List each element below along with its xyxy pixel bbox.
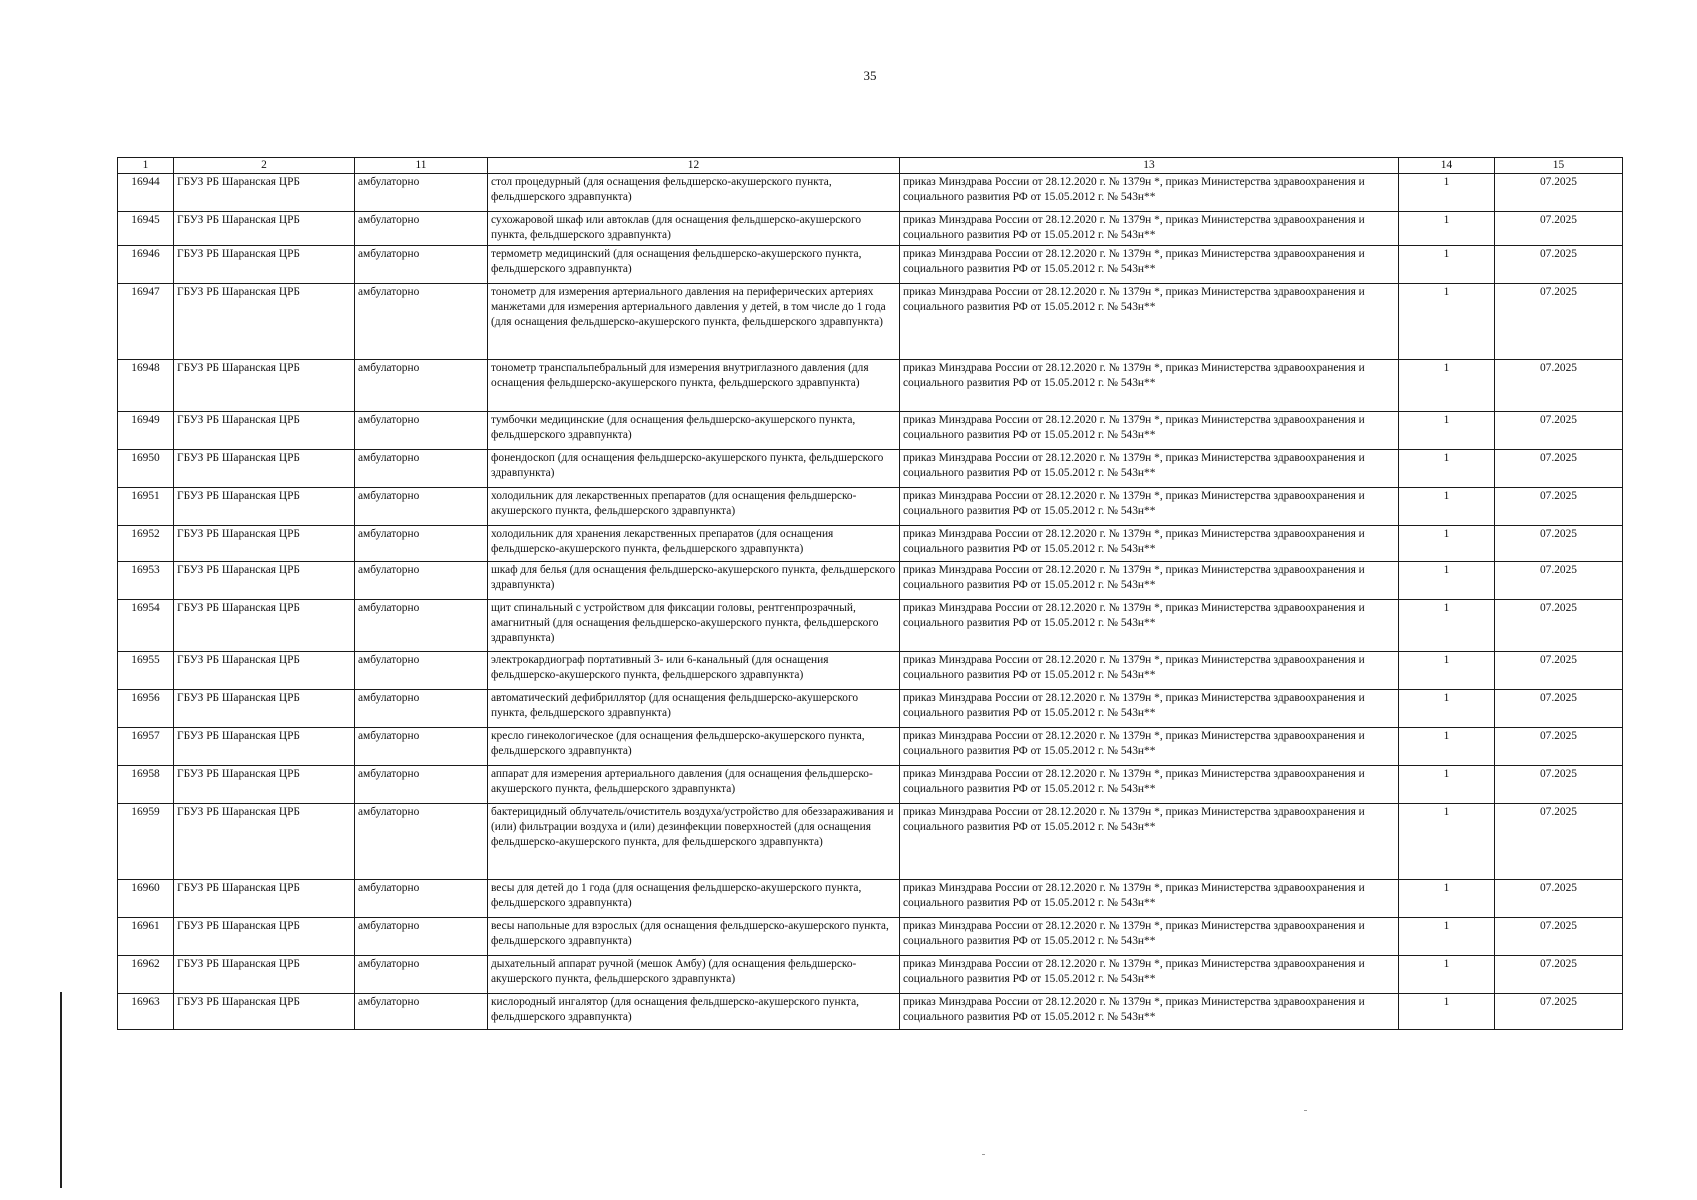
care-condition-cell: амбулаторно xyxy=(355,880,488,918)
equipment-name-cell: холодильник для лекарственных препаратов (для оснащения фельдшерско-акушерского пункта, фельдшерского здравпункта) xyxy=(488,488,900,526)
care-condition-cell: амбулаторно xyxy=(355,246,488,284)
equipment-name-cell: стол процедурный (для оснащения фельдшерско-акушерского пункта, фельдшерского здравпункта) xyxy=(488,174,900,212)
care-condition-cell: амбулаторно xyxy=(355,652,488,690)
date-cell: 07.2025 xyxy=(1495,562,1623,600)
equipment-name-cell: термометр медицинский (для оснащения фельдшерско-акушерского пункта, фельдшерского здравпункта) xyxy=(488,246,900,284)
quantity-cell: 1 xyxy=(1399,212,1495,246)
organization-cell: ГБУЗ РБ Шаранская ЦРБ xyxy=(174,360,355,412)
column-header: 11 xyxy=(355,158,488,174)
date-cell: 07.2025 xyxy=(1495,284,1623,360)
row-number-cell: 16962 xyxy=(118,956,174,994)
legal-basis-cell: приказ Минздрава России от 28.12.2020 г. № 1379н *, приказ Министерства здравоохранения и социального развития РФ от 15.05.2012 г. № 543н** xyxy=(900,450,1399,488)
organization-cell: ГБУЗ РБ Шаранская ЦРБ xyxy=(174,246,355,284)
care-condition-cell: амбулаторно xyxy=(355,284,488,360)
care-condition-cell: амбулаторно xyxy=(355,804,488,880)
table-row xyxy=(118,804,1623,880)
column-header: 13 xyxy=(900,158,1399,174)
date-cell: 07.2025 xyxy=(1495,918,1623,956)
quantity-cell: 1 xyxy=(1399,690,1495,728)
row-number-cell: 16949 xyxy=(118,412,174,450)
table-row xyxy=(118,728,1623,766)
equipment-name-cell: электрокардиограф портативный 3- или 6-канальный (для оснащения фельдшерско-акушерского пункта, фельдшерского здравпункта) xyxy=(488,652,900,690)
legal-basis-cell: приказ Минздрава России от 28.12.2020 г. № 1379н *, приказ Министерства здравоохранения и социального развития РФ от 15.05.2012 г. № 543н** xyxy=(900,766,1399,804)
scan-edge-line xyxy=(60,992,62,1188)
care-condition-cell: амбулаторно xyxy=(355,728,488,766)
column-header: 14 xyxy=(1399,158,1495,174)
equipment-name-cell: дыхательный аппарат ручной (мешок Амбу) (для оснащения фельдшерско-акушерского пункта, фельдшерского здравпункта) xyxy=(488,956,900,994)
equipment-name-cell: тонометр для измерения артериального давления на периферических артериях манжетами для измерения артериального давления у детей, в том числе до 1 года (для оснащения фельдшерско-акушерского пункта, фельдшерского здравпункта) xyxy=(488,284,900,360)
table-row xyxy=(118,246,1623,284)
legal-basis-cell: приказ Минздрава России от 28.12.2020 г. № 1379н *, приказ Министерства здравоохранения и социального развития РФ от 15.05.2012 г. № 543н** xyxy=(900,652,1399,690)
date-cell: 07.2025 xyxy=(1495,994,1623,1030)
legal-basis-cell: приказ Минздрава России от 28.12.2020 г. № 1379н *, приказ Министерства здравоохранения и социального развития РФ от 15.05.2012 г. № 543н** xyxy=(900,804,1399,880)
table-row xyxy=(118,690,1623,728)
organization-cell: ГБУЗ РБ Шаранская ЦРБ xyxy=(174,212,355,246)
row-number-cell: 16959 xyxy=(118,804,174,880)
table-row xyxy=(118,600,1623,652)
row-number-cell: 16950 xyxy=(118,450,174,488)
organization-cell: ГБУЗ РБ Шаранская ЦРБ xyxy=(174,174,355,212)
care-condition-cell: амбулаторно xyxy=(355,412,488,450)
date-cell: 07.2025 xyxy=(1495,360,1623,412)
date-cell: 07.2025 xyxy=(1495,652,1623,690)
date-cell: 07.2025 xyxy=(1495,174,1623,212)
table-row xyxy=(118,918,1623,956)
organization-cell: ГБУЗ РБ Шаранская ЦРБ xyxy=(174,450,355,488)
legal-basis-cell: приказ Минздрава России от 28.12.2020 г. № 1379н *, приказ Министерства здравоохранения и социального развития РФ от 15.05.2012 г. № 543н** xyxy=(900,174,1399,212)
care-condition-cell: амбулаторно xyxy=(355,488,488,526)
quantity-cell: 1 xyxy=(1399,562,1495,600)
organization-cell: ГБУЗ РБ Шаранская ЦРБ xyxy=(174,918,355,956)
organization-cell: ГБУЗ РБ Шаранская ЦРБ xyxy=(174,600,355,652)
care-condition-cell: амбулаторно xyxy=(355,526,488,562)
organization-cell: ГБУЗ РБ Шаранская ЦРБ xyxy=(174,488,355,526)
organization-cell: ГБУЗ РБ Шаранская ЦРБ xyxy=(174,766,355,804)
quantity-cell: 1 xyxy=(1399,804,1495,880)
quantity-cell: 1 xyxy=(1399,652,1495,690)
table-row xyxy=(118,212,1623,246)
date-cell: 07.2025 xyxy=(1495,450,1623,488)
row-number-cell: 16945 xyxy=(118,212,174,246)
date-cell: 07.2025 xyxy=(1495,412,1623,450)
row-number-cell: 16947 xyxy=(118,284,174,360)
equipment-name-cell: тумбочки медицинские (для оснащения фельдшерско-акушерского пункта, фельдшерского здравпункта) xyxy=(488,412,900,450)
quantity-cell: 1 xyxy=(1399,174,1495,212)
equipment-name-cell: аппарат для измерения артериального давления (для оснащения фельдшерско-акушерского пункта, фельдшерского здравпункта) xyxy=(488,766,900,804)
column-header: 2 xyxy=(174,158,355,174)
quantity-cell: 1 xyxy=(1399,766,1495,804)
date-cell: 07.2025 xyxy=(1495,246,1623,284)
page-number: 35 xyxy=(863,68,877,83)
organization-cell: ГБУЗ РБ Шаранская ЦРБ xyxy=(174,956,355,994)
equipment-name-cell: кислородный ингалятор (для оснащения фельдшерско-акушерского пункта, фельдшерского здравпункта) xyxy=(488,994,900,1030)
row-number-cell: 16956 xyxy=(118,690,174,728)
quantity-cell: 1 xyxy=(1399,412,1495,450)
organization-cell: ГБУЗ РБ Шаранская ЦРБ xyxy=(174,412,355,450)
row-number-cell: 16961 xyxy=(118,918,174,956)
equipment-name-cell: шкаф для белья (для оснащения фельдшерско-акушерского пункта, фельдшерского здравпункта) xyxy=(488,562,900,600)
organization-cell: ГБУЗ РБ Шаранская ЦРБ xyxy=(174,728,355,766)
legal-basis-cell: приказ Минздрава России от 28.12.2020 г. № 1379н *, приказ Министерства здравоохранения и социального развития РФ от 15.05.2012 г. № 543н** xyxy=(900,360,1399,412)
quantity-cell: 1 xyxy=(1399,994,1495,1030)
legal-basis-cell: приказ Минздрава России от 28.12.2020 г. № 1379н *, приказ Министерства здравоохранения и социального развития РФ от 15.05.2012 г. № 543н** xyxy=(900,212,1399,246)
table-row xyxy=(118,284,1623,360)
table-row xyxy=(118,766,1623,804)
row-number-cell: 16944 xyxy=(118,174,174,212)
row-number-cell: 16960 xyxy=(118,880,174,918)
date-cell: 07.2025 xyxy=(1495,956,1623,994)
care-condition-cell: амбулаторно xyxy=(355,766,488,804)
organization-cell: ГБУЗ РБ Шаранская ЦРБ xyxy=(174,526,355,562)
date-cell: 07.2025 xyxy=(1495,766,1623,804)
table-row xyxy=(118,562,1623,600)
quantity-cell: 1 xyxy=(1399,450,1495,488)
care-condition-cell: амбулаторно xyxy=(355,956,488,994)
quantity-cell: 1 xyxy=(1399,526,1495,562)
care-condition-cell: амбулаторно xyxy=(355,360,488,412)
legal-basis-cell: приказ Минздрава России от 28.12.2020 г. № 1379н *, приказ Министерства здравоохранения и социального развития РФ от 15.05.2012 г. № 543н** xyxy=(900,728,1399,766)
quantity-cell: 1 xyxy=(1399,880,1495,918)
care-condition-cell: амбулаторно xyxy=(355,994,488,1030)
organization-cell: ГБУЗ РБ Шаранская ЦРБ xyxy=(174,652,355,690)
column-header: 15 xyxy=(1495,158,1623,174)
organization-cell: ГБУЗ РБ Шаранская ЦРБ xyxy=(174,880,355,918)
quantity-cell: 1 xyxy=(1399,360,1495,412)
scan-speck xyxy=(1304,1110,1307,1111)
equipment-name-cell: холодильник для хранения лекарственных препаратов (для оснащения фельдшерско-акушерского пункта, фельдшерского здравпункта) xyxy=(488,526,900,562)
table-row xyxy=(118,956,1623,994)
column-header: 1 xyxy=(118,158,174,174)
row-number-cell: 16951 xyxy=(118,488,174,526)
scan-speck xyxy=(982,1154,985,1155)
equipment-name-cell: весы напольные для взрослых (для оснащения фельдшерско-акушерского пункта, фельдшерского здравпункта) xyxy=(488,918,900,956)
date-cell: 07.2025 xyxy=(1495,488,1623,526)
legal-basis-cell: приказ Минздрава России от 28.12.2020 г. № 1379н *, приказ Министерства здравоохранения и социального развития РФ от 15.05.2012 г. № 543н** xyxy=(900,284,1399,360)
quantity-cell: 1 xyxy=(1399,728,1495,766)
date-cell: 07.2025 xyxy=(1495,804,1623,880)
legal-basis-cell: приказ Минздрава России от 28.12.2020 г. № 1379н *, приказ Министерства здравоохранения и социального развития РФ от 15.05.2012 г. № 543н** xyxy=(900,526,1399,562)
date-cell: 07.2025 xyxy=(1495,690,1623,728)
table-row xyxy=(118,994,1623,1030)
row-number-cell: 16948 xyxy=(118,360,174,412)
table-row xyxy=(118,450,1623,488)
row-number-cell: 16946 xyxy=(118,246,174,284)
quantity-cell: 1 xyxy=(1399,918,1495,956)
quantity-cell: 1 xyxy=(1399,956,1495,994)
table-row xyxy=(118,880,1623,918)
organization-cell: ГБУЗ РБ Шаранская ЦРБ xyxy=(174,562,355,600)
quantity-cell: 1 xyxy=(1399,284,1495,360)
table-row xyxy=(118,652,1623,690)
care-condition-cell: амбулаторно xyxy=(355,174,488,212)
legal-basis-cell: приказ Минздрава России от 28.12.2020 г. № 1379н *, приказ Министерства здравоохранения и социального развития РФ от 15.05.2012 г. № 543н** xyxy=(900,690,1399,728)
table-header-row xyxy=(118,158,1623,174)
equipment-name-cell: щит спинальный с устройством для фиксации головы, рентгенпрозрачный, амагнитный (для оснащения фельдшерско-акушерского пункта, фельдшерского здравпункта) xyxy=(488,600,900,652)
equipment-name-cell: кресло гинекологическое (для оснащения фельдшерско-акушерского пункта, фельдшерского здравпункта) xyxy=(488,728,900,766)
table-row xyxy=(118,360,1623,412)
quantity-cell: 1 xyxy=(1399,600,1495,652)
care-condition-cell: амбулаторно xyxy=(355,450,488,488)
legal-basis-cell: приказ Минздрава России от 28.12.2020 г. № 1379н *, приказ Министерства здравоохранения и социального развития РФ от 15.05.2012 г. № 543н** xyxy=(900,246,1399,284)
row-number-cell: 16952 xyxy=(118,526,174,562)
organization-cell: ГБУЗ РБ Шаранская ЦРБ xyxy=(174,690,355,728)
legal-basis-cell: приказ Минздрава России от 28.12.2020 г. № 1379н *, приказ Министерства здравоохранения и социального развития РФ от 15.05.2012 г. № 543н** xyxy=(900,994,1399,1030)
row-number-cell: 16963 xyxy=(118,994,174,1030)
date-cell: 07.2025 xyxy=(1495,728,1623,766)
row-number-cell: 16958 xyxy=(118,766,174,804)
legal-basis-cell: приказ Минздрава России от 28.12.2020 г. № 1379н *, приказ Министерства здравоохранения и социального развития РФ от 15.05.2012 г. № 543н** xyxy=(900,918,1399,956)
date-cell: 07.2025 xyxy=(1495,600,1623,652)
table-row xyxy=(118,174,1623,212)
legal-basis-cell: приказ Минздрава России от 28.12.2020 г. № 1379н *, приказ Министерства здравоохранения и социального развития РФ от 15.05.2012 г. № 543н** xyxy=(900,600,1399,652)
organization-cell: ГБУЗ РБ Шаранская ЦРБ xyxy=(174,804,355,880)
row-number-cell: 16953 xyxy=(118,562,174,600)
row-number-cell: 16954 xyxy=(118,600,174,652)
care-condition-cell: амбулаторно xyxy=(355,600,488,652)
equipment-name-cell: тонометр транспальпебральный для измерения внутриглазного давления (для оснащения фельдшерско-акушерского пункта, фельдшерского здравпункта) xyxy=(488,360,900,412)
equipment-name-cell: автоматический дефибриллятор (для оснащения фельдшерско-акушерского пункта, фельдшерского здравпункта) xyxy=(488,690,900,728)
care-condition-cell: амбулаторно xyxy=(355,918,488,956)
legal-basis-cell: приказ Минздрава России от 28.12.2020 г. № 1379н *, приказ Министерства здравоохранения и социального развития РФ от 15.05.2012 г. № 543н** xyxy=(900,412,1399,450)
legal-basis-cell: приказ Минздрава России от 28.12.2020 г. № 1379н *, приказ Министерства здравоохранения и социального развития РФ от 15.05.2012 г. № 543н** xyxy=(900,488,1399,526)
quantity-cell: 1 xyxy=(1399,488,1495,526)
equipment-name-cell: фонендоскоп (для оснащения фельдшерско-акушерского пункта, фельдшерского здравпункта) xyxy=(488,450,900,488)
quantity-cell: 1 xyxy=(1399,246,1495,284)
column-header: 12 xyxy=(488,158,900,174)
organization-cell: ГБУЗ РБ Шаранская ЦРБ xyxy=(174,994,355,1030)
equipment-name-cell: весы для детей до 1 года (для оснащения фельдшерско-акушерского пункта, фельдшерского здравпункта) xyxy=(488,880,900,918)
legal-basis-cell: приказ Минздрава России от 28.12.2020 г. № 1379н *, приказ Министерства здравоохранения и социального развития РФ от 15.05.2012 г. № 543н** xyxy=(900,880,1399,918)
legal-basis-cell: приказ Минздрава России от 28.12.2020 г. № 1379н *, приказ Министерства здравоохранения и социального развития РФ от 15.05.2012 г. № 543н** xyxy=(900,562,1399,600)
legal-basis-cell: приказ Минздрава России от 28.12.2020 г. № 1379н *, приказ Министерства здравоохранения и социального развития РФ от 15.05.2012 г. № 543н** xyxy=(900,956,1399,994)
table-body xyxy=(118,174,1623,1030)
care-condition-cell: амбулаторно xyxy=(355,562,488,600)
care-condition-cell: амбулаторно xyxy=(355,690,488,728)
row-number-cell: 16957 xyxy=(118,728,174,766)
date-cell: 07.2025 xyxy=(1495,880,1623,918)
equipment-name-cell: сухожаровой шкаф или автоклав (для оснащения фельдшерско-акушерского пункта, фельдшерского здравпункта) xyxy=(488,212,900,246)
organization-cell: ГБУЗ РБ Шаранская ЦРБ xyxy=(174,284,355,360)
equipment-name-cell: бактерицидный облучатель/очиститель воздуха/устройство для обеззараживания и (или) фильтрации воздуха и (или) дезинфекции поверхностей (для оснащения фельдшерско-акушерского пункта, для фельдшерского здравпункта) xyxy=(488,804,900,880)
table-row xyxy=(118,488,1623,526)
row-number-cell: 16955 xyxy=(118,652,174,690)
date-cell: 07.2025 xyxy=(1495,526,1623,562)
equipment-registry-table xyxy=(117,157,1623,1030)
care-condition-cell: амбулаторно xyxy=(355,212,488,246)
date-cell: 07.2025 xyxy=(1495,212,1623,246)
table-row xyxy=(118,526,1623,562)
table-row xyxy=(118,412,1623,450)
